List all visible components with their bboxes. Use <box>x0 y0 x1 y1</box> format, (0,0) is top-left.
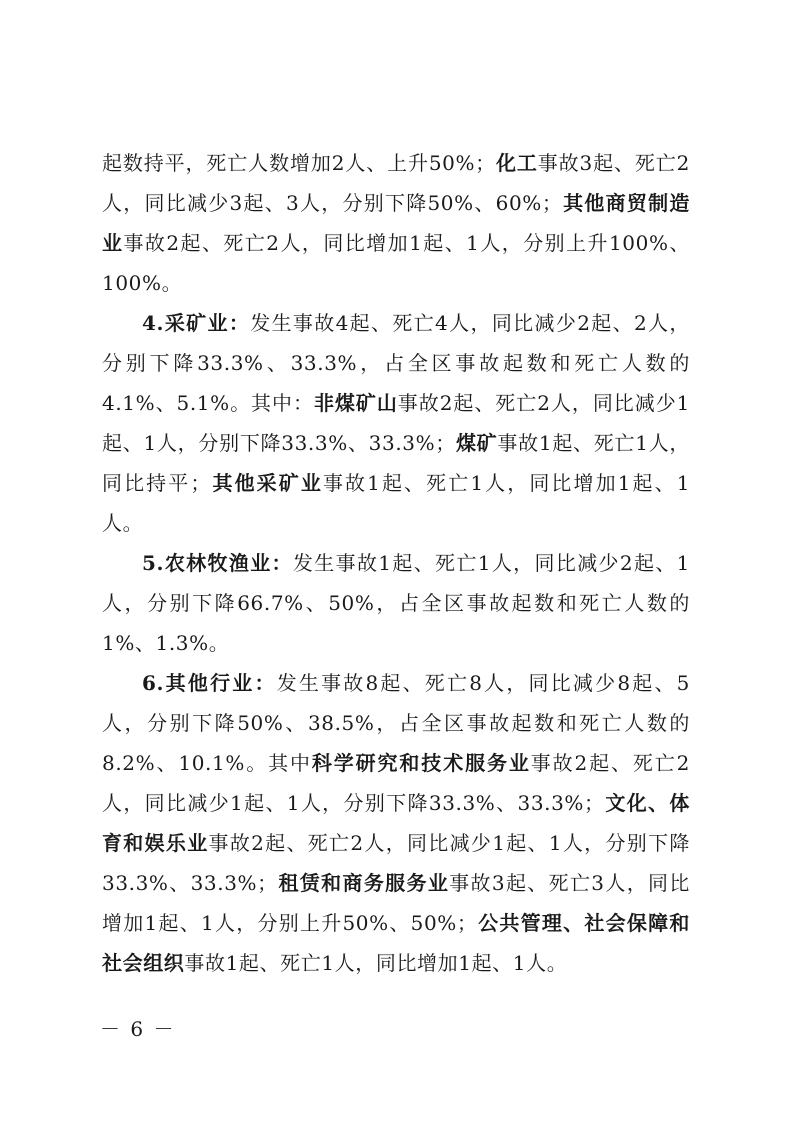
paragraph-other-industries <box>102 663 690 983</box>
text-run-bold: 文化、体育和娱乐业 <box>102 791 690 855</box>
section-heading: 5.农林牧渔业： <box>142 551 293 575</box>
text-run-bold: 煤矿 <box>455 431 498 455</box>
text-run: 事故2起、死亡2人，同比减少1起、1人，分别下降33.3%、33.3%； <box>102 831 690 895</box>
text-run-bold: 租赁和商务服务业 <box>277 871 450 895</box>
text-run-bold: 科学研究和技术服务业 <box>311 751 531 775</box>
text-run: 发生事故4起、死亡4人，同比减少2起、2人，分别下降33.3%、33.3%，占全区事故起数和死亡人数的4.1%、5.1%。其中： <box>102 311 690 415</box>
text-run: 事故1起、死亡1人，同比增加1起、1人。 <box>102 471 691 535</box>
section-heading: 4.采矿业： <box>142 311 251 335</box>
text-run: 事故3起、死亡2人，同比减少3起、3人，分别下降50%、60%； <box>102 151 691 215</box>
section-heading: 6.其他行业： <box>142 671 277 695</box>
text-run-bold: 其他采矿业 <box>210 471 323 495</box>
text-run: 事故1起、死亡1人，同比持平； <box>102 431 691 495</box>
text-run: 事故2起、死亡2人，同比减少1起、1人，分别下降33.3%、33.3%； <box>102 391 690 455</box>
text-run: 事故2起、死亡2人，同比增加1起、1人，分别上升100%、100%。 <box>102 231 690 295</box>
text-run: 发生事故1起、死亡1人，同比减少2起、1人，分别下降66.7%、50%，占全区事故起数和死亡人数的1%、1.3%。 <box>102 551 690 655</box>
text-run: 发生事故8起、死亡8人，同比减少8起、5人，分别下降50%、38.5%，占全区事故起数和死亡人数的8.2%、10.1%。其中 <box>102 671 690 775</box>
paragraph-continuation <box>102 143 690 303</box>
text-run-bold: 非煤矿山 <box>313 391 398 415</box>
text-run-bold: 化工 <box>495 151 538 175</box>
paragraph-mining <box>102 303 690 543</box>
document-body <box>102 143 690 983</box>
text-run: 事故1起、死亡1人，同比增加1起、1人。 <box>184 951 568 975</box>
paragraph-agriculture <box>102 543 690 663</box>
text-run: 事故3起、死亡3人，同比增加1起、1人，分别上升50%、50%； <box>102 871 690 935</box>
text-run-bold: 其他商贸制造业 <box>102 191 690 255</box>
text-run: 事故2起、死亡2人，同比减少1起、1人，分别下降33.3%、33.3%； <box>102 751 691 815</box>
text-run: 起数持平，死亡人数增加2人、上升50%； <box>102 151 496 175</box>
text-run-bold: 公共管理、社会保障和社会组织 <box>102 911 691 975</box>
page-number: － 6 － <box>100 1017 176 1041</box>
